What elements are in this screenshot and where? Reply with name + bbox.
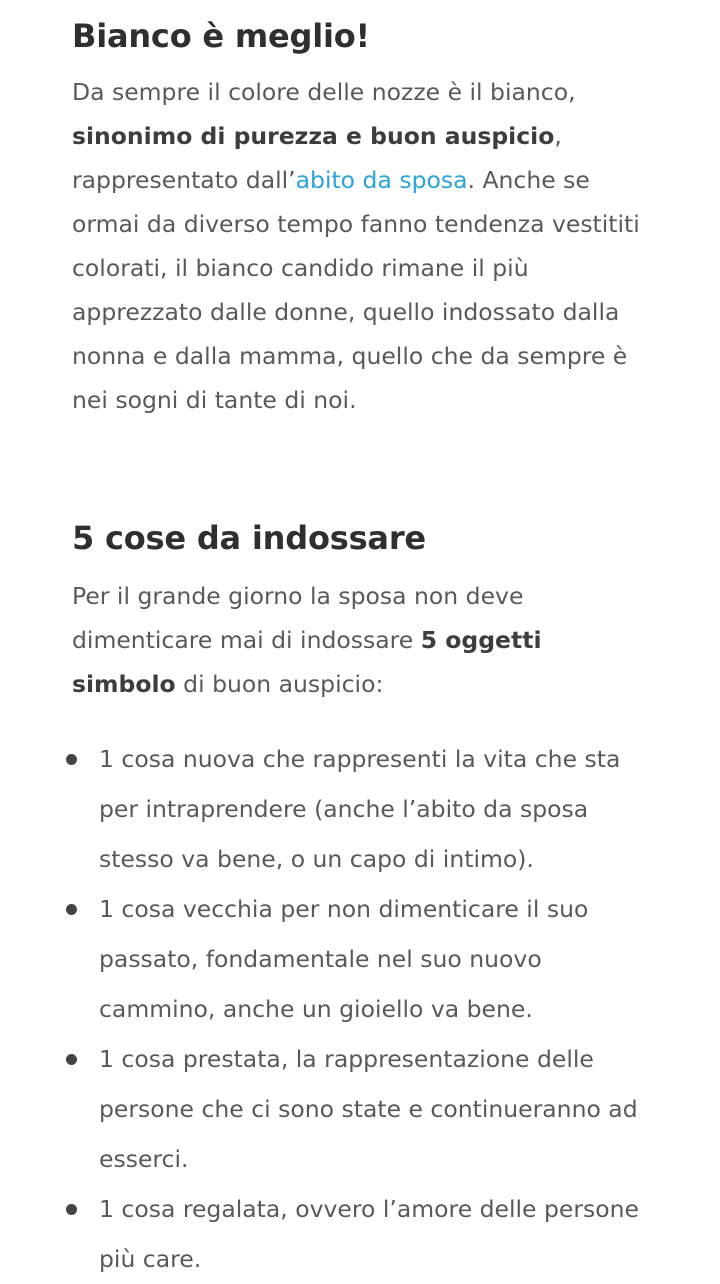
list-item <box>72 884 652 1034</box>
list-item <box>72 1184 652 1284</box>
paragraph-text: , rappresentato dall’ <box>72 122 562 194</box>
bullet-icon <box>66 904 77 915</box>
paragraph-bold-text: sinonimo di purezza e buon auspicio <box>72 122 555 150</box>
paragraph-text: . Anche se ormai da diverso tempo fanno tendenza vestititi colorati, il bianco candido rimane il più apprezzato dalle donne, quello indossato dalla nonna e dalla mamma, quello che da sempre è nei sogni di tante di noi. <box>72 166 640 414</box>
paragraph-text: Da sempre il colore delle nozze è il bianco, <box>72 78 576 106</box>
section-heading-bianco: Bianco è meglio! <box>72 17 370 55</box>
paragraph-bold-text: 5 oggetti simbolo <box>72 626 542 698</box>
bullet-icon <box>66 1204 77 1215</box>
abito-da-sposa-link[interactable]: abito da sposa <box>295 166 468 194</box>
section-paragraph-bianco <box>72 70 662 422</box>
bullet-list <box>72 734 652 1284</box>
section-heading-5-cose: 5 cose da indossare <box>72 519 426 557</box>
paragraph-text: Per il grande giorno la sposa non deve dimenticare mai di indossare <box>72 582 524 654</box>
list-item <box>72 734 652 884</box>
list-item-text: 1 cosa regalata, ovvero l’amore delle persone più care. <box>99 1195 639 1273</box>
list-item-text: 1 cosa prestata, la rappresentazione delle persone che ci sono state e continueranno ad esserci. <box>99 1045 638 1173</box>
section-paragraph-5-cose <box>72 574 652 706</box>
bullet-icon <box>66 754 77 765</box>
list-item-text: 1 cosa nuova che rappresenti la vita che sta per intraprendere (anche l’abito da sposa stesso va bene, o un capo di intimo). <box>99 745 621 873</box>
paragraph-text: di buon auspicio: <box>175 670 384 698</box>
list-item <box>72 1034 652 1184</box>
bullet-icon <box>66 1054 77 1065</box>
list-item-text: 1 cosa vecchia per non dimenticare il suo passato, fondamentale nel suo nuovo cammino, anche un gioiello va bene. <box>99 895 589 1023</box>
